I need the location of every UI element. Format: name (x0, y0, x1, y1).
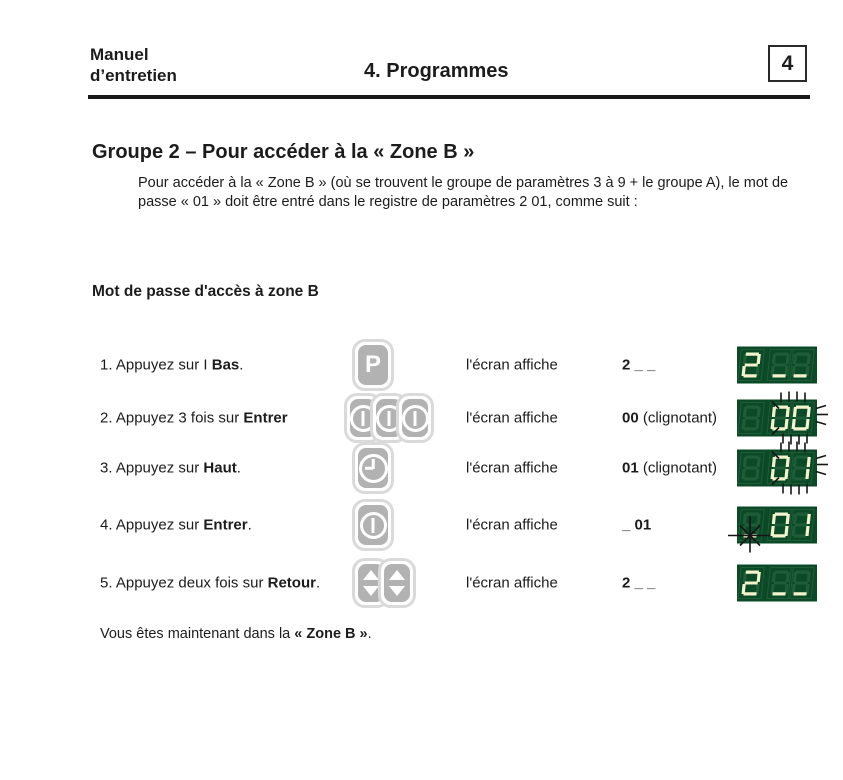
led-display (737, 565, 817, 602)
power-glyph (360, 512, 387, 539)
footer-note (100, 626, 372, 642)
led-display (737, 507, 817, 544)
step-text-bold: Bas (211, 356, 240, 374)
screen-label: l'écran affiche (466, 459, 558, 477)
display-value (622, 357, 655, 374)
step-row-4 (100, 498, 830, 552)
step-instruction (100, 410, 288, 427)
led-display (737, 400, 817, 437)
page-number-box (768, 45, 807, 82)
enter-button-icon (396, 393, 434, 443)
display-value-bold: 2 _ _ (622, 574, 656, 592)
step-icons (352, 442, 394, 494)
section-title: 4. Programmes (364, 60, 509, 82)
screen-label: l'écran affiche (466, 356, 558, 374)
display-value-bold: 00 (622, 409, 639, 427)
p-glyph: P (364, 351, 381, 378)
step-text-suffix: . (236, 459, 241, 477)
step-text-suffix: . (239, 356, 244, 374)
page-number: 4 (781, 51, 794, 75)
step-text-bold: Retour (267, 574, 316, 592)
step-row-2 (100, 391, 830, 445)
down-arrow-glyph (363, 586, 379, 596)
group-heading: Groupe 2 – Pour accéder à la « Zone B » (92, 141, 475, 163)
power-glyph (402, 405, 429, 432)
manual-title-line2: d’entretien (90, 66, 177, 85)
footer-text-bold: « Zone B » (294, 626, 368, 642)
step-instruction (100, 517, 252, 534)
step-text-prefix: 4. Appuyez sur (100, 516, 204, 534)
screen-label: l'écran affiche (466, 574, 558, 592)
footer-text-prefix: Vous êtes maintenant dans la (100, 626, 295, 642)
p-button-icon (352, 339, 394, 391)
step-text-prefix: 1. Appuyez sur I (100, 356, 212, 374)
step-instruction (100, 460, 241, 477)
display-value (622, 410, 717, 427)
step-row-5 (100, 556, 830, 610)
screen-label: l'écran affiche (466, 516, 558, 534)
step-icons (352, 558, 416, 608)
clock-glyph (359, 454, 388, 483)
step-text-prefix: 2. Appuyez 3 fois sur (100, 409, 244, 427)
step-instruction (100, 357, 243, 374)
intro-paragraph: Pour accéder à la « Zone B » (où se trouvent le groupe de paramètres 3 à 9 + le groupe A), le mot de passe « 01 » doit être entré dans le registre de paramètres 2 01, comme suit : (138, 175, 789, 210)
up-arrow-glyph (363, 570, 379, 580)
display-value-note: (clignotant) (638, 459, 718, 477)
display-value-bold: 01 (622, 459, 639, 477)
screen-label: l'écran affiche (466, 409, 558, 427)
step-text-bold: Entrer (243, 409, 288, 427)
display-value (622, 460, 717, 477)
step-icons (352, 499, 394, 551)
led-display (737, 450, 817, 487)
header-rule (88, 95, 810, 99)
up-arrow-glyph (389, 570, 405, 580)
password-subheading: Mot de passe d'accès à zone B (92, 283, 319, 300)
step-icons (352, 339, 394, 391)
display-value-bold: _ 01 (622, 516, 652, 534)
display-value-note: (clignotant) (638, 409, 718, 427)
haut-clock-button-icon (352, 442, 394, 494)
manual-title (90, 44, 177, 86)
footer-text-suffix: . (367, 626, 372, 642)
display-value (622, 517, 651, 534)
manual-title-line1: Manuel (90, 45, 149, 64)
step-instruction (100, 575, 320, 592)
step-row-1 (100, 338, 830, 392)
step-row-3 (100, 441, 830, 495)
step-text-prefix: 5. Appuyez deux fois sur (100, 574, 268, 592)
step-text-prefix: 3. Appuyez sur (100, 459, 204, 477)
step-text-suffix: . (247, 516, 252, 534)
step-icons (344, 393, 434, 443)
step-text-bold: Entrer (203, 516, 248, 534)
down-arrow-glyph (389, 586, 405, 596)
retour-button-icon (378, 558, 416, 608)
step-text-suffix: . (315, 574, 321, 592)
step-text-bold: Haut (203, 459, 237, 477)
led-display (737, 347, 817, 384)
display-value (622, 575, 655, 592)
enter-button-icon (352, 499, 394, 551)
display-value-bold: 2 _ _ (622, 356, 656, 374)
